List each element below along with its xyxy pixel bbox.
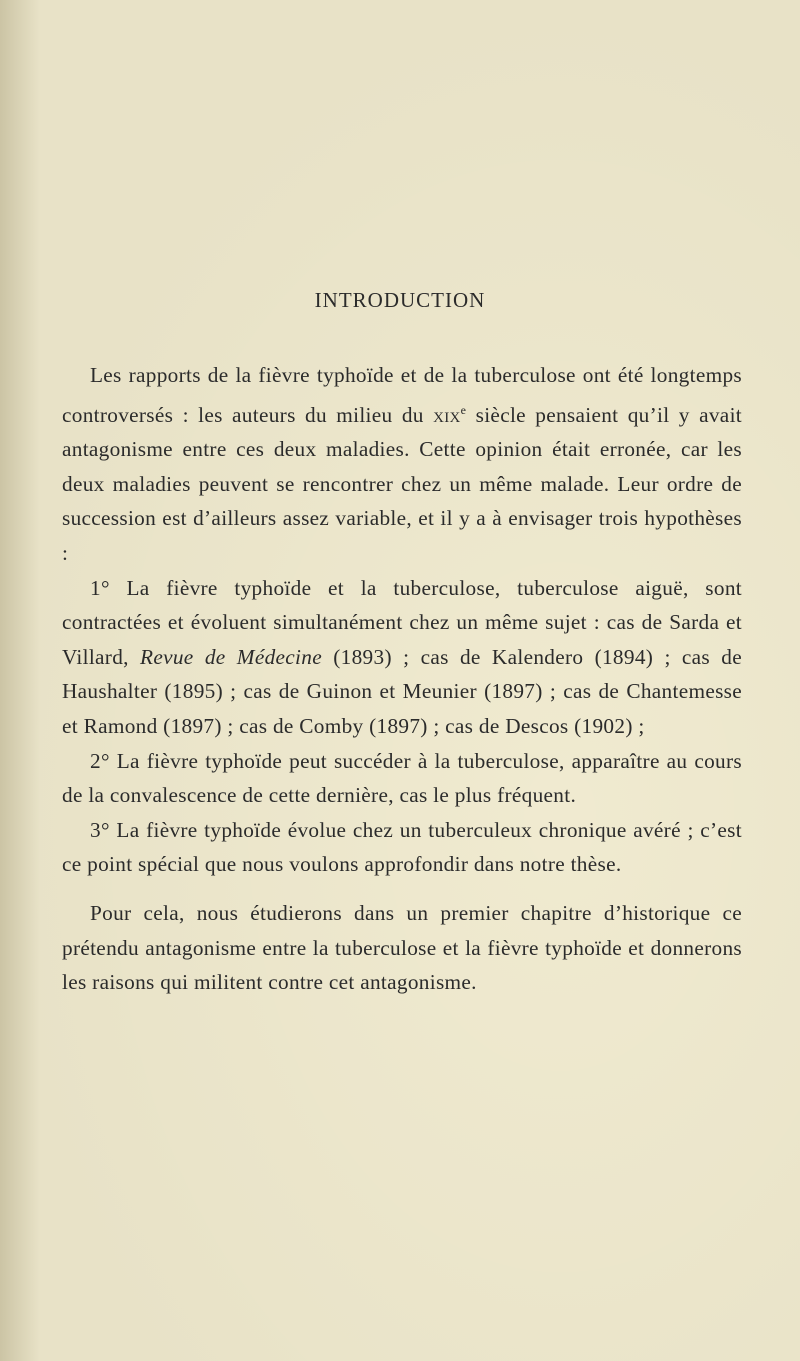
paragraph-hypothesis-3: 3° La fièvre typhoïde évolue chez un tuberculeux chronique avéré ; c’est ce point spécial que nous voulons approfondir dans notre thèse. [62,817,742,877]
paragraph-plan: Pour cela, nous étudierons dans un premier chapitre d’historique ce prétendu antagonisme entre la tuberculose et la fièvre typhoïde et donnerons les raisons qui militent contre cet antagonisme. [62,900,742,995]
century-superscript: e [460,402,467,417]
hypothesis-1-end: (1893) ; cas de Kalendero (1894) ; cas de Haushalter (1895) ; cas de Guinon et Meunier (1897) ; cas de Chantemesse et Ramond (1897) ; cas de Comby (1897) ; cas de Descos (1902) ; [62,644,742,738]
paragraph-hypothesis-2: 2° La fièvre typhoïde peut succéder à la tuberculose, apparaître au cours de la convalescence de cette dernière, cas le plus fréquent. [62,748,742,808]
paragraph-intro [62,358,742,571]
paragraph-intro-end: siècle pensaient qu’il y avait antagonisme entre ces deux maladies. Cette opinion était erronée, car les deux maladies peuvent se rencontrer chez un même malade. Leur ordre de succession est d’ailleurs assez variable, et il y a à envisager trois hypothèses : [62,402,742,565]
paragraph-hypothesis-1 [62,571,742,744]
body-text [62,358,742,1000]
page-title: INTRODUCTION [314,288,486,312]
paragraph-intro-start: Les rapports de la fièvre typhoïde et de la tuberculose ont été longtemps controversés : les auteurs du milieu du [62,363,742,427]
century-numeral: xix [433,402,461,427]
journal-title: Revue de Médecine [140,644,322,669]
hypothesis-1-start: 1° La fièvre typhoïde et la tuberculose, tuberculose aiguë, sont contractées et évoluent simultanément chez un même sujet : cas de Sarda et Villard, [62,575,742,669]
